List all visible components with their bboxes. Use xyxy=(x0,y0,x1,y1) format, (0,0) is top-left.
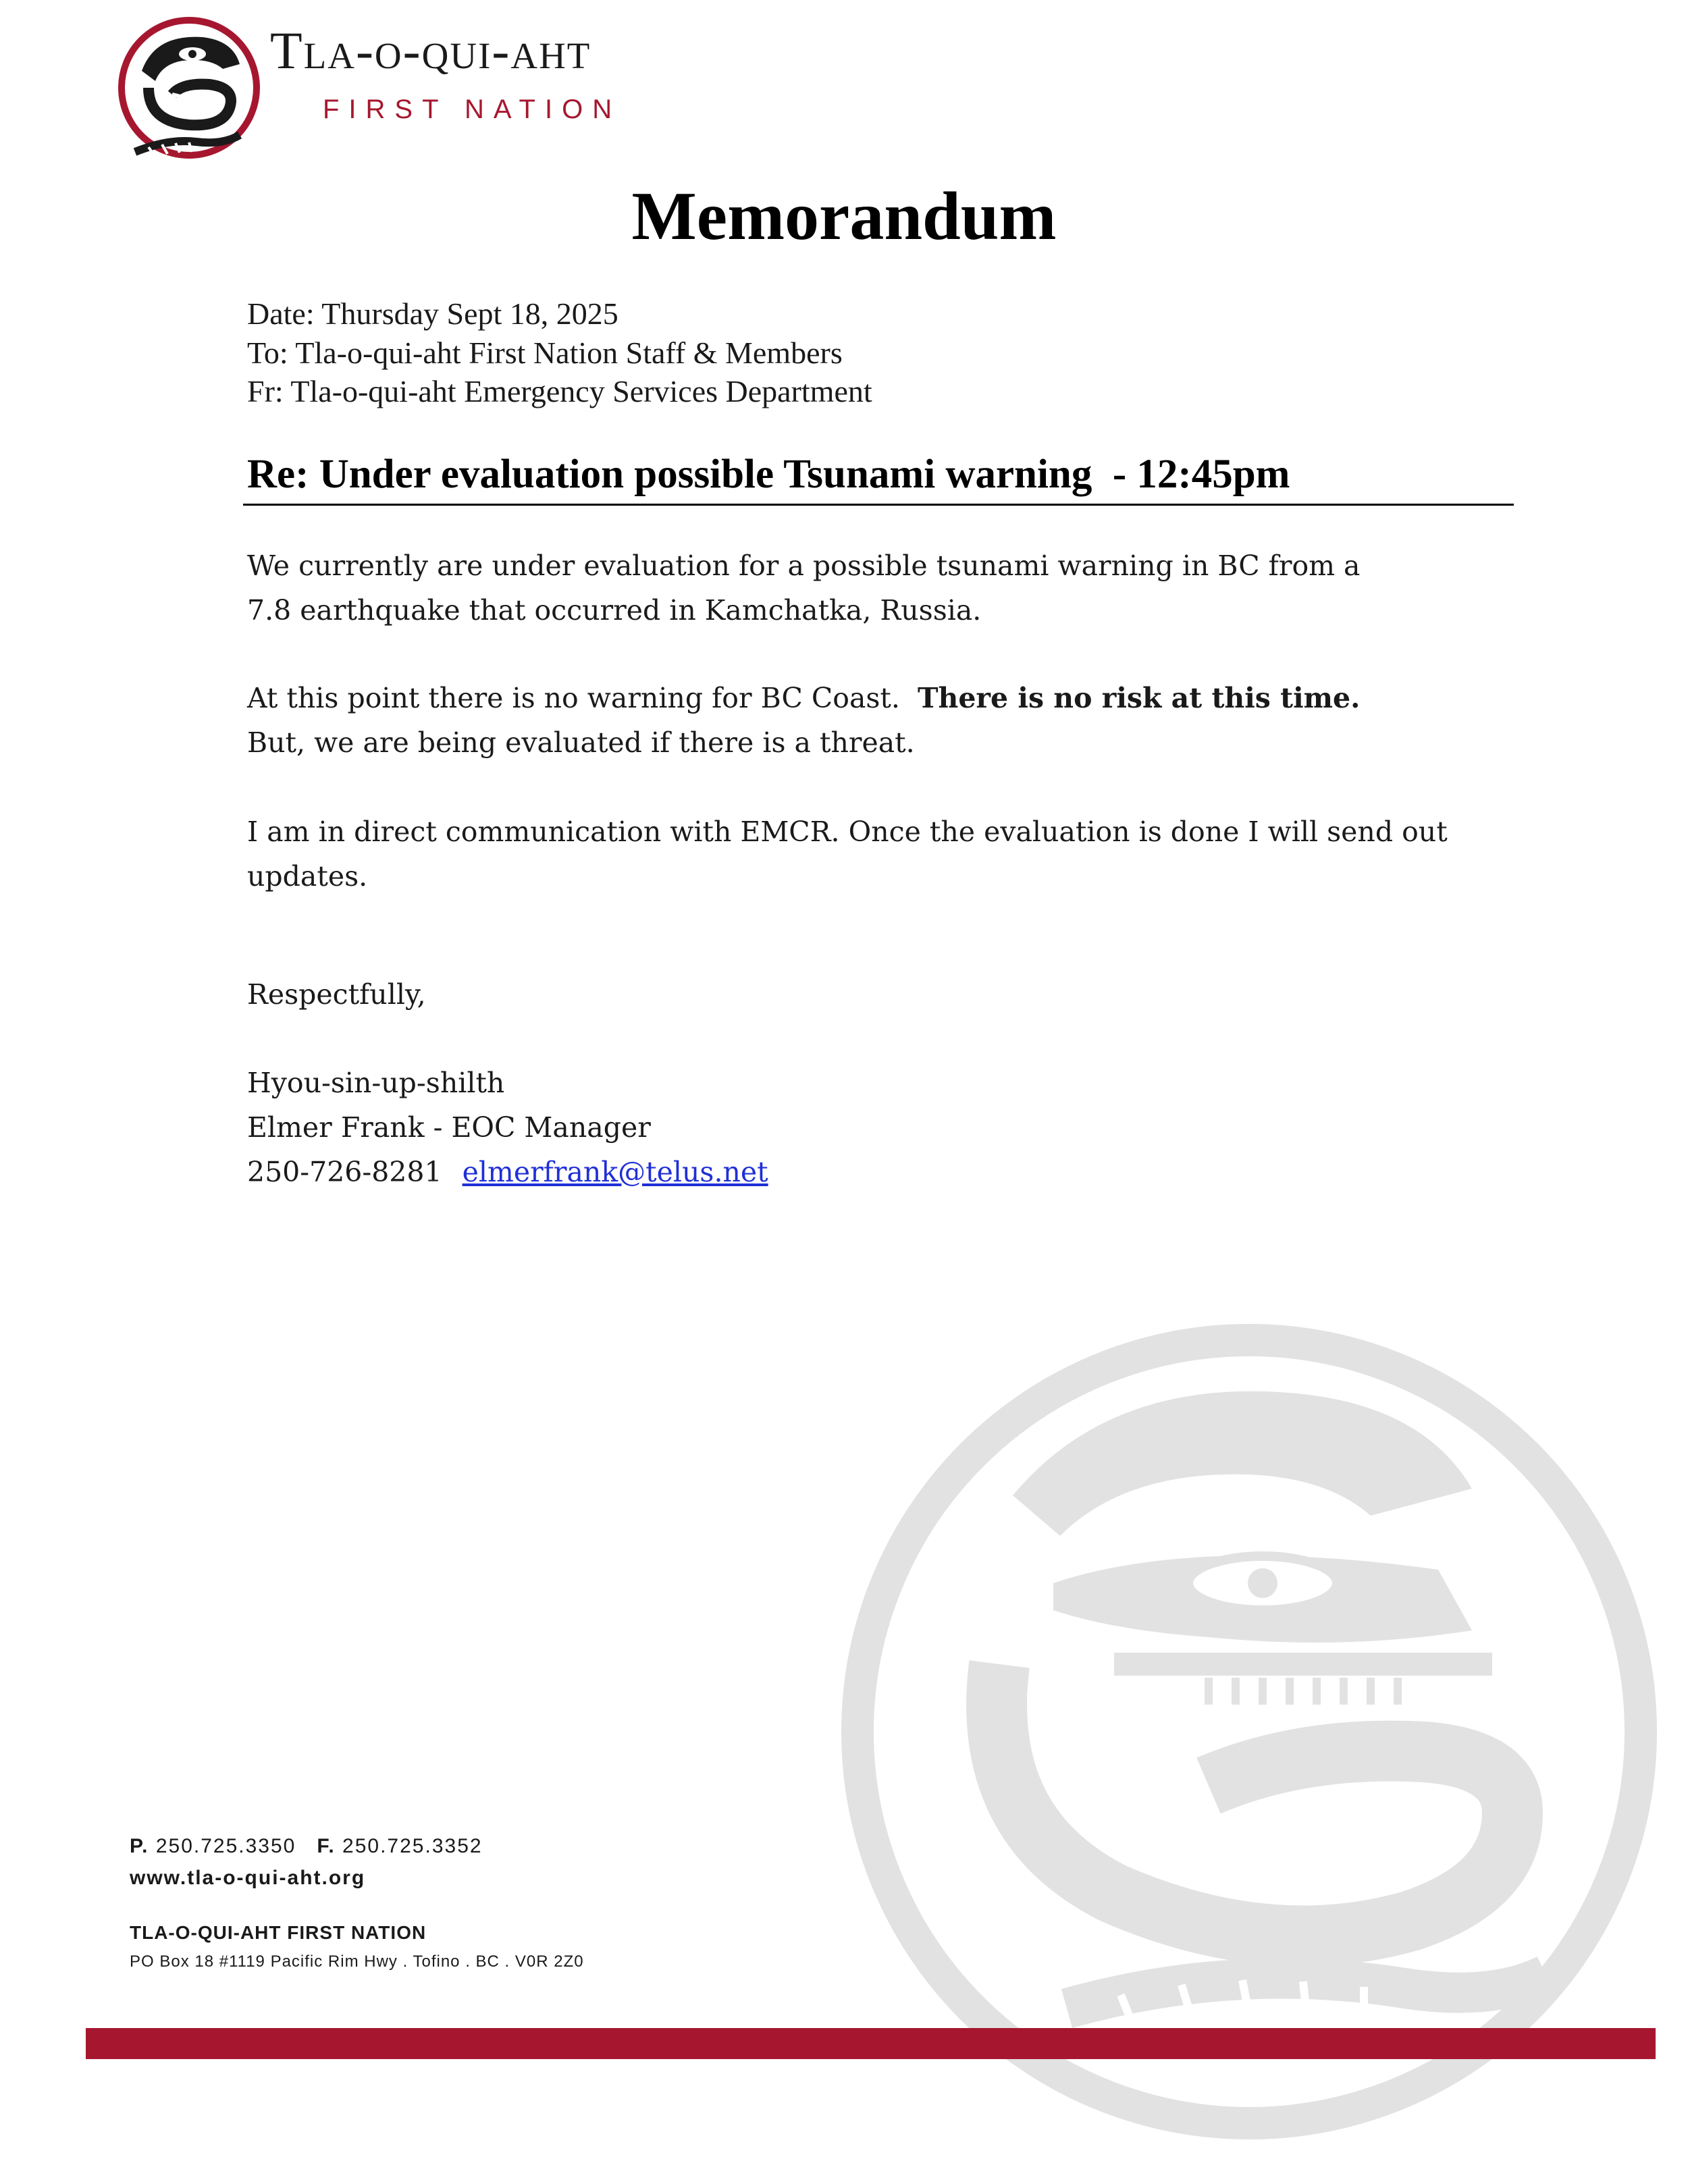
no-risk-emphasis: There is no risk at this time. xyxy=(918,682,1361,714)
paragraph-1-line-1: We currently are under evaluation for a possible tsunami warning in BC from a xyxy=(247,550,1361,582)
footer-org-name: TLA-O-QUI-AHT FIRST NATION xyxy=(130,1922,427,1943)
no-warning-text: At this point there is no warning for BC Coast. xyxy=(247,682,918,714)
nation-logo-emblem xyxy=(108,7,270,169)
footer-address: PO Box 18 #1119 Pacific Rim Hwy . Tofino . BC . V0R 2Z0 xyxy=(130,1952,584,1971)
memo-sender: Fr: Tla-o-qui-aht Emergency Services Department xyxy=(247,374,872,408)
memo-subject: Re: Under evaluation possible Tsunami warning - 12:45pm xyxy=(247,452,1290,497)
signature-title: Elmer Frank - EOC Manager xyxy=(247,1111,651,1144)
fax-number: 250.725.3352 xyxy=(342,1835,483,1857)
paragraph-3-line-1: I am in direct communication with EMCR. Once the evaluation is done I will send out xyxy=(247,816,1448,848)
email-link[interactable]: elmerfrank@telus.net xyxy=(462,1156,768,1188)
signature-name: Hyou-sin-up-shilth xyxy=(247,1067,505,1099)
paragraph-2-line-2: But, we are being evaluated if there is a threat. xyxy=(247,726,915,759)
logo-watermark xyxy=(830,1313,1668,2150)
subject-divider xyxy=(243,504,1514,506)
phone-label: P. xyxy=(130,1835,149,1857)
closing: Respectfully, xyxy=(247,978,426,1011)
org-name: Tla-o-qui-aht xyxy=(270,21,591,80)
footer-phone-fax xyxy=(130,1835,483,1858)
paragraph-2-line-1 xyxy=(247,682,1360,714)
signature-phone: 250-726-8281 xyxy=(247,1156,442,1188)
paragraph-1-line-2: 7.8 earthquake that occurred in Kamchatka, Russia. xyxy=(247,594,982,627)
signature-contact xyxy=(247,1156,768,1188)
paragraph-3-line-2: updates. xyxy=(247,860,368,893)
fax-label: F. xyxy=(317,1835,336,1857)
memo-date: Date: Thursday Sept 18, 2025 xyxy=(247,296,618,331)
footer-color-bar xyxy=(86,2028,1656,2059)
memo-recipient: To: Tla-o-qui-aht First Nation Staff & Members xyxy=(247,336,843,370)
org-subtitle: FIRST NATION xyxy=(323,95,622,124)
phone-number: 250.725.3350 xyxy=(155,1835,296,1857)
page-title: Memorandum xyxy=(631,178,1057,255)
footer-website[interactable]: www.tla-o-qui-aht.org xyxy=(130,1867,366,1889)
